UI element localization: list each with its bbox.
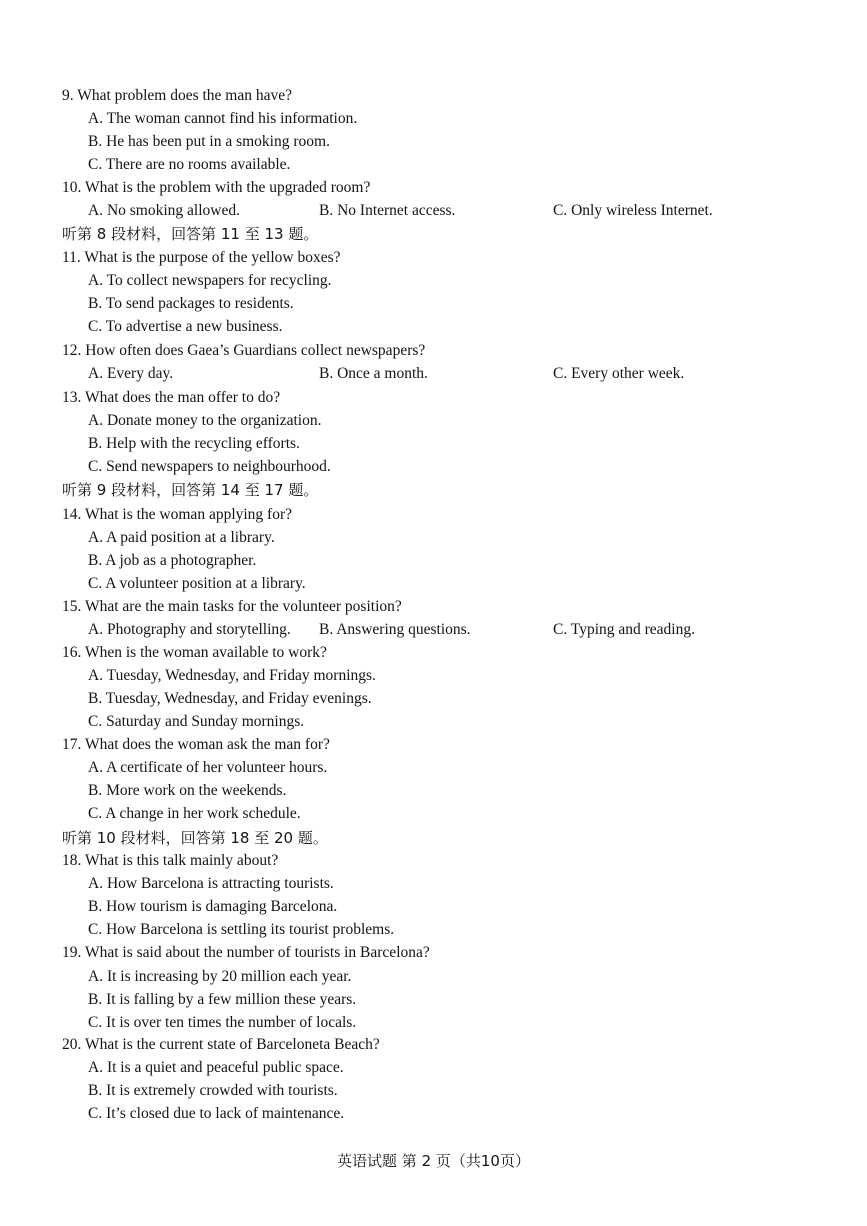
- question-19-option-c: C. It is over ten times the number of locals.: [88, 1014, 357, 1031]
- question-12-options: [0, 365, 867, 383]
- section-instruction-9: 听第 9 段材料，回答第 14 至 17 题。: [62, 481, 319, 499]
- question-16-option-a: A. Tuesday, Wednesday, and Friday mornings.: [88, 667, 376, 684]
- question-14-option-b: B. A job as a photographer.: [88, 552, 257, 569]
- question-11-option-a: A. To collect newspapers for recycling.: [88, 272, 332, 289]
- question-12: 12. How often does Gaea’s Guardians collect newspapers?: [62, 342, 426, 359]
- question-17: 17. What does the woman ask the man for?: [62, 736, 330, 753]
- section-instruction-10: 听第 10 段材料，回答第 18 至 20 题。: [62, 829, 328, 847]
- question-17-option-c: C. A change in her work schedule.: [88, 805, 301, 822]
- question-19: 19. What is said about the number of tourists in Barcelona?: [62, 944, 430, 961]
- question-19-option-b: B. It is falling by a few million these years.: [88, 991, 357, 1008]
- question-16: 16. When is the woman available to work?: [62, 644, 327, 661]
- question-15-option-c: C. Typing and reading.: [553, 621, 695, 638]
- question-15-option-b: B. Answering questions.: [319, 621, 471, 638]
- question-18-option-c: C. How Barcelona is settling its tourist problems.: [88, 921, 395, 938]
- question-18: 18. What is this talk mainly about?: [62, 852, 279, 869]
- question-13-option-b: B. Help with the recycling efforts.: [88, 435, 300, 452]
- question-18-option-b: B. How tourism is damaging Barcelona.: [88, 898, 338, 915]
- question-17-option-b: B. More work on the weekends.: [88, 782, 287, 799]
- question-18-option-a: A. How Barcelona is attracting tourists.: [88, 875, 334, 892]
- question-11: 11. What is the purpose of the yellow boxes?: [62, 249, 341, 266]
- question-19-option-a: A. It is increasing by 20 million each year.: [88, 968, 352, 985]
- page-footer: 英语试题 第 2 页（共10页）: [337, 1152, 530, 1170]
- question-12-option-c: C. Every other week.: [553, 365, 685, 382]
- section-instruction-8: 听第 8 段材料，回答第 11 至 13 题。: [62, 225, 319, 243]
- question-13-option-a: A. Donate money to the organization.: [88, 412, 322, 429]
- question-14-option-a: A. A paid position at a library.: [88, 529, 275, 546]
- question-13: 13. What does the man offer to do?: [62, 389, 281, 406]
- question-11-option-b: B. To send packages to residents.: [88, 295, 294, 312]
- question-12-option-b: B. Once a month.: [319, 365, 428, 382]
- question-20-option-c: C. It’s closed due to lack of maintenance.: [88, 1105, 345, 1122]
- question-9-option-b: B. He has been put in a smoking room.: [88, 133, 330, 150]
- question-9-option-c: C. There are no rooms available.: [88, 156, 291, 173]
- question-15: 15. What are the main tasks for the volunteer position?: [62, 598, 402, 615]
- question-10-option-a: A. No smoking allowed.: [88, 202, 240, 219]
- question-16-option-b: B. Tuesday, Wednesday, and Friday evenings.: [88, 690, 372, 707]
- question-9: 9. What problem does the man have?: [62, 87, 292, 104]
- question-10-options: [0, 202, 867, 220]
- question-20-option-a: A. It is a quiet and peaceful public space.: [88, 1059, 344, 1076]
- question-15-option-a: A. Photography and storytelling.: [88, 621, 291, 638]
- question-14: 14. What is the woman applying for?: [62, 506, 293, 523]
- question-17-option-a: A. A certificate of her volunteer hours.: [88, 759, 328, 776]
- question-9-option-a: A. The woman cannot find his information.: [88, 110, 358, 127]
- question-15-options: [0, 621, 867, 639]
- question-12-option-a: A. Every day.: [88, 365, 174, 382]
- question-10-option-b: B. No Internet access.: [319, 202, 456, 219]
- question-10: 10. What is the problem with the upgraded room?: [62, 179, 371, 196]
- question-14-option-c: C. A volunteer position at a library.: [88, 575, 306, 592]
- question-10-option-c: C. Only wireless Internet.: [553, 202, 713, 219]
- question-11-option-c: C. To advertise a new business.: [88, 318, 283, 335]
- question-13-option-c: C. Send newspapers to neighbourhood.: [88, 458, 331, 475]
- question-20: 20. What is the current state of Barceloneta Beach?: [62, 1036, 380, 1053]
- question-20-option-b: B. It is extremely crowded with tourists.: [88, 1082, 338, 1099]
- question-16-option-c: C. Saturday and Sunday mornings.: [88, 713, 305, 730]
